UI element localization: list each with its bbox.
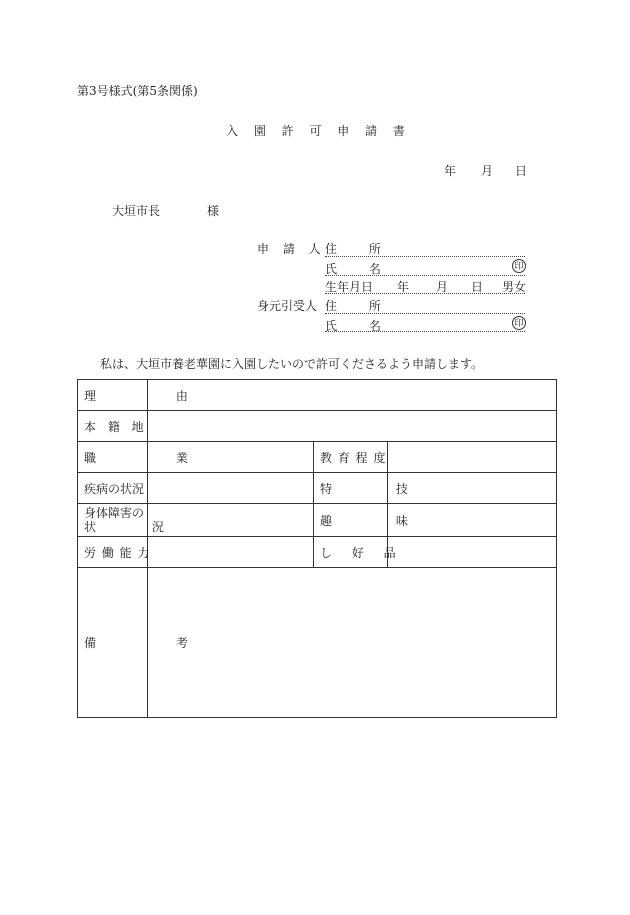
table-row <box>78 380 557 411</box>
applicant-name-line[interactable] <box>325 275 525 276</box>
illness-field[interactable] <box>148 473 314 504</box>
skills-label: 特 技 <box>314 473 388 504</box>
domicile-field[interactable] <box>148 411 557 442</box>
guarantor-name-label: 氏 名 <box>325 319 395 333</box>
disability-label <box>78 504 190 537</box>
application-statement: 私は、大垣市養老華園に入園したいので許可くださるよう申請します。 <box>100 357 484 371</box>
form-number: 第3号様式(第5条関係) <box>77 84 198 98</box>
table-row <box>78 442 557 473</box>
disability-label-line2: 状 況 <box>84 520 190 534</box>
date-month: 月 <box>481 164 494 178</box>
birthdate-year: 年 <box>397 280 410 294</box>
remarks-label: 備 考 <box>78 568 148 718</box>
education-field[interactable] <box>388 442 557 473</box>
application-table <box>77 379 557 718</box>
date-year: 年 <box>444 164 457 178</box>
birthdate-label: 生年月日 <box>325 280 374 294</box>
applicant-seal-icon: 印 <box>512 259 526 273</box>
work-ability-field[interactable] <box>148 537 314 568</box>
applicant-address-label: 住 所 <box>325 242 395 256</box>
illness-label: 疾病の状況 <box>78 473 148 504</box>
document-title: 入 園 許 可 申 請 書 <box>226 124 411 138</box>
addressee-honorific: 様 <box>207 204 220 218</box>
reason-label: 理 由 <box>78 380 148 411</box>
table-row <box>78 473 557 504</box>
favorites-field[interactable] <box>388 537 557 568</box>
disability-label-line1: 身体障害の <box>84 506 145 520</box>
table-row <box>78 537 557 568</box>
guarantor-name-line[interactable] <box>325 331 525 332</box>
table-row <box>78 568 557 718</box>
addressee-name: 大垣市長 <box>112 204 161 218</box>
education-label: 教 育 程 度 <box>314 442 388 473</box>
domicile-label: 本 籍 地 <box>78 411 148 442</box>
guarantor-seal-icon: 印 <box>512 316 526 330</box>
occupation-label: 職 業 <box>78 442 148 473</box>
birthdate-line[interactable] <box>325 293 525 294</box>
applicant-name-label: 氏 名 <box>325 262 395 276</box>
hobbies-label: 趣 味 <box>314 504 388 537</box>
guarantor-address-label: 住 所 <box>325 299 395 313</box>
guarantor-label: 身元引受人 <box>257 299 318 313</box>
guarantor-address-line[interactable] <box>325 313 525 314</box>
date-day: 日 <box>515 164 528 178</box>
applicant-address-line[interactable] <box>325 256 525 257</box>
favorites-label: し 好 品 <box>314 537 388 568</box>
table-row <box>78 504 557 537</box>
birthdate-day: 日 <box>471 280 484 294</box>
work-ability-label: 労 働 能 力 <box>78 537 148 568</box>
gender-options[interactable]: 男女 <box>502 280 527 294</box>
birthdate-month: 月 <box>436 280 449 294</box>
applicant-label: 申 請 人 <box>257 242 326 256</box>
table-row <box>78 411 557 442</box>
